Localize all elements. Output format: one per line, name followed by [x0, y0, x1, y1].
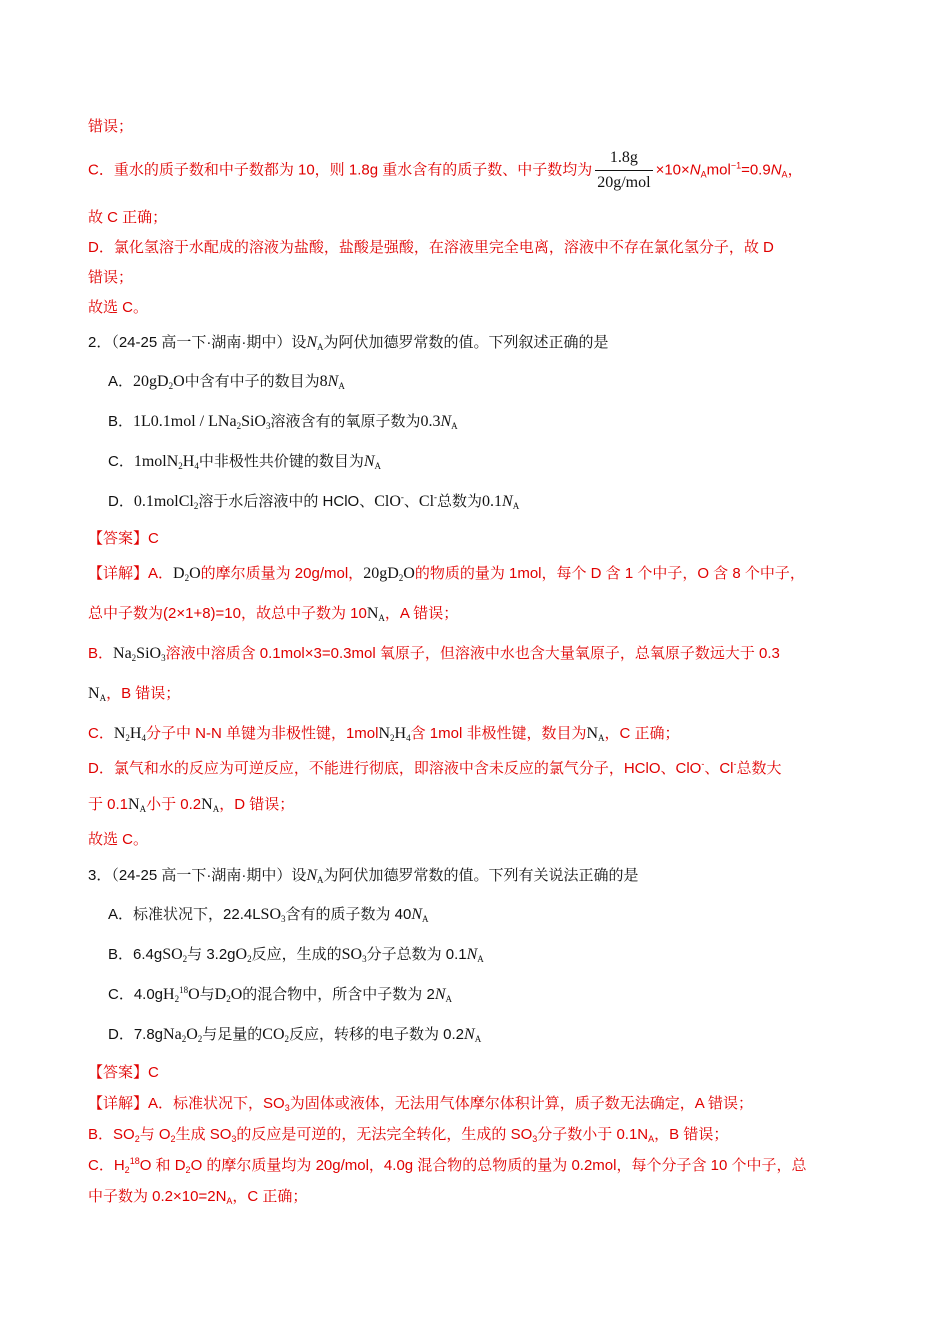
q2-option-b: B．1L0.1mol / LNa$_2$SiO$_3$溶液含有的氧原子数为$0.3N_A$	[108, 413, 458, 431]
q2-option-d: D．0.1molCl$_2$溶于水后溶液中的 HClO、ClO-、Cl-总数为$0.1N_A$	[108, 492, 520, 511]
q3-explain-3: C．$H_2^{18}O$ 和 $D_2O$ 的摩尔质量均为 20g/mol，4.0g 混合物的总物质的量为 0.2mol，每个分子含 10 个中子，总	[88, 1156, 807, 1175]
q2-explain-1: 【详解】A．$D_2O$的摩尔质量为 20g/mol，$20gD_2O$的物质的量为 1mol，每个 D 含 1 个中子，O 含 8 个中子，	[88, 565, 805, 583]
line-choose-c: 故选 C。	[88, 299, 149, 316]
q3-answer: 【答案】C	[88, 1064, 159, 1081]
q2-explain-4: $N_A$，B 错误；	[88, 685, 181, 703]
q3-stem: 3．（24-25 高一下·湖南·期中）设$N_A$为阿伏加德罗常数的值。下列有关说法正确的是	[88, 867, 639, 885]
q3-option-b: B．6.4gSO$_2$与 $3.2gO_2$反应，生成的$SO_3$分子总数为 $0.1N_A$	[108, 946, 484, 964]
line-c-calc: C．重水的质子数和中子数都为 10，则 1.8g 重水含有的质子数、中子数均为 $\frac{1.8g}{\text{20g/mol}}$ $\times 10\times N_Amol^{-1}=0.9N_A$，	[88, 149, 803, 191]
q3-option-c: C．$4.0gH_2^{18}O$与$D_2O$的混合物中，所含中子数为 $2N_A$	[108, 985, 452, 1004]
q2-explain-5: C．$N_2H_4$分子中 N-N 单键为非极性键，$1molN_2H_4$含 1mol 非极性键，数目为$N_A$，C 正确；	[88, 725, 680, 743]
fraction: $\frac{1.8g}{\text{20g/mol}}$	[597, 149, 651, 191]
q2-explain-3: B．$Na_2SiO_3$溶液中溶质含 0.1mol×3=0.3mol 氧原子，但溶液中水也含大量氧原子，总氧原子数远大于 0.3	[88, 645, 780, 663]
q2-option-a: A．$20gD_2O$中含有中子的数目为$8N_A$	[108, 373, 345, 391]
q3-explain-2: B．$SO_2$与 $O_2$生成 $SO_3$的反应是可逆的，无法完全转化，生成的 $SO_3$分子数小于 $0.1N_A$，B 错误；	[88, 1126, 729, 1144]
q2-explain-6: D．氯气和水的反应为可逆反应，不能进行彻底，即溶液中含未反应的氯气分子，HClO、ClO-、Cl-总数大	[88, 759, 782, 777]
q2-choose: 故选 C。	[88, 831, 149, 848]
q2-option-c: C．$1molN_2H_4$中非极性共价键的数目为$N_A$	[108, 453, 382, 471]
line-c-correct: 故 C 正确；	[88, 209, 168, 226]
line-wrong-1: 错误；	[88, 118, 134, 135]
q2-explain-2: 总中子数为(2×1+8)=10，故总中子数为 $10N_A$，A 错误；	[88, 605, 459, 623]
q3-explain-4: 中子数为 $0.2\times 10=2N_A$，C 正确；	[88, 1188, 308, 1206]
q3-option-d: D．$7.8gNa_2O_2$与足量的$CO_2$反应，转移的电子数为 $0.2N_A$	[108, 1026, 482, 1044]
line-d: D．氯化氢溶于水配成的溶液为盐酸，盐酸是强酸，在溶液里完全电离，溶液中不存在氯化氢分子，故 D	[88, 239, 774, 256]
q3-option-a: A．标准状况下，$22.4LSO_3$含有的质子数为 $40N_A$	[108, 906, 429, 924]
line-wrong-2: 错误；	[88, 269, 134, 286]
q2-stem: 2．（24-25 高一下·湖南·期中）设$N_A$为阿伏加德罗常数的值。下列叙述正确的是	[88, 334, 609, 352]
q2-explain-7: 于 $0.1N_A$小于 $0.2N_A$，D 错误；	[88, 796, 295, 814]
q2-answer: 【答案】C	[88, 530, 159, 547]
q3-explain-1: 【详解】A．标准状况下，$SO_3$为固体或液体，无法用气体摩尔体积计算，质子数无法确定，A 错误；	[88, 1095, 754, 1113]
